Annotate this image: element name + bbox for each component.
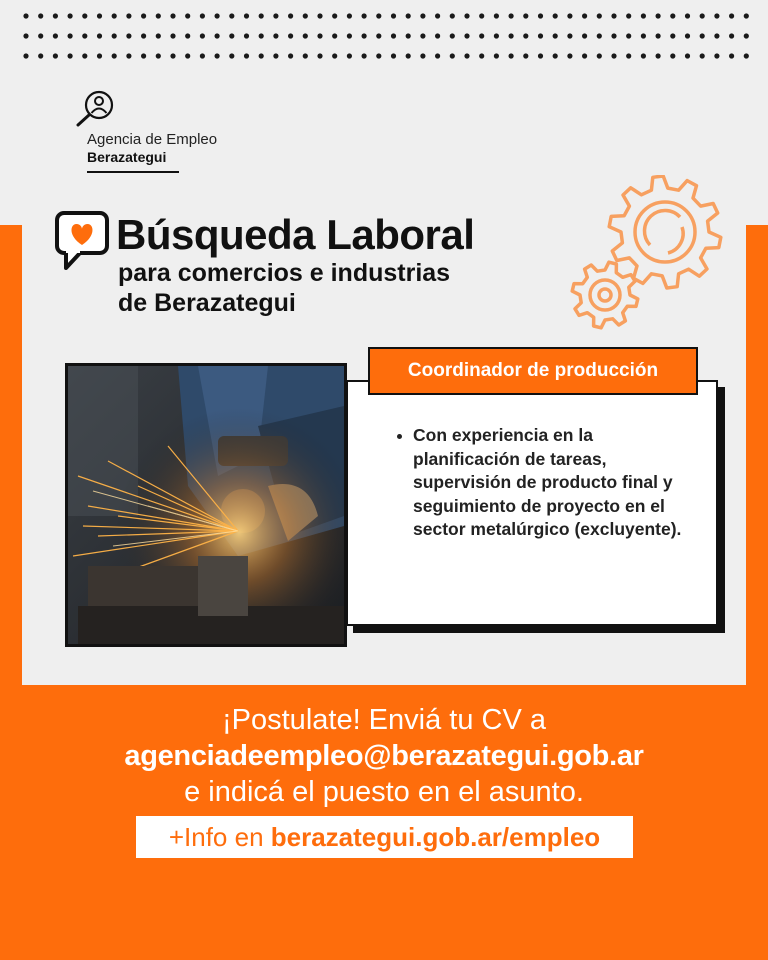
info-text xyxy=(136,822,633,853)
subtitle-line-1: para comercios e industrias xyxy=(118,259,451,287)
logo-text-agency: Agencia de Empleo xyxy=(87,131,218,148)
dot-pattern xyxy=(16,8,756,68)
worker-grinding-photo xyxy=(65,363,347,647)
subtitle-line-2: de Berazategui xyxy=(118,289,296,317)
info-box xyxy=(136,816,633,858)
heart-chat-icon xyxy=(54,210,110,274)
search-person-icon xyxy=(72,88,118,128)
contact-email-link[interactable]: agenciadeempleo@berazategui.gob.ar xyxy=(124,740,644,772)
logo-underline xyxy=(87,171,179,173)
info-website-link[interactable]: berazategui.gob.ar/empleo xyxy=(270,822,601,852)
page-title: Búsqueda Laboral xyxy=(116,211,475,258)
cta-subject-text: e indicá el puesto en el asunto. xyxy=(184,776,584,808)
info-prefix: +Info en xyxy=(168,822,271,852)
requirements-list xyxy=(396,424,696,542)
job-title-tag xyxy=(368,347,698,395)
job-title: Coordinador de producción xyxy=(407,360,659,381)
gears-icon xyxy=(570,175,730,335)
requirement-item: Con experiencia en la planificación de tareas, supervisión de producto final y seguimiento de proyecto en el sector metalúrgico (excluyente). xyxy=(396,424,696,542)
cta-apply-text: ¡Postulate! Enviá tu CV a xyxy=(222,704,546,736)
logo-text-city: Berazategui xyxy=(87,149,167,165)
